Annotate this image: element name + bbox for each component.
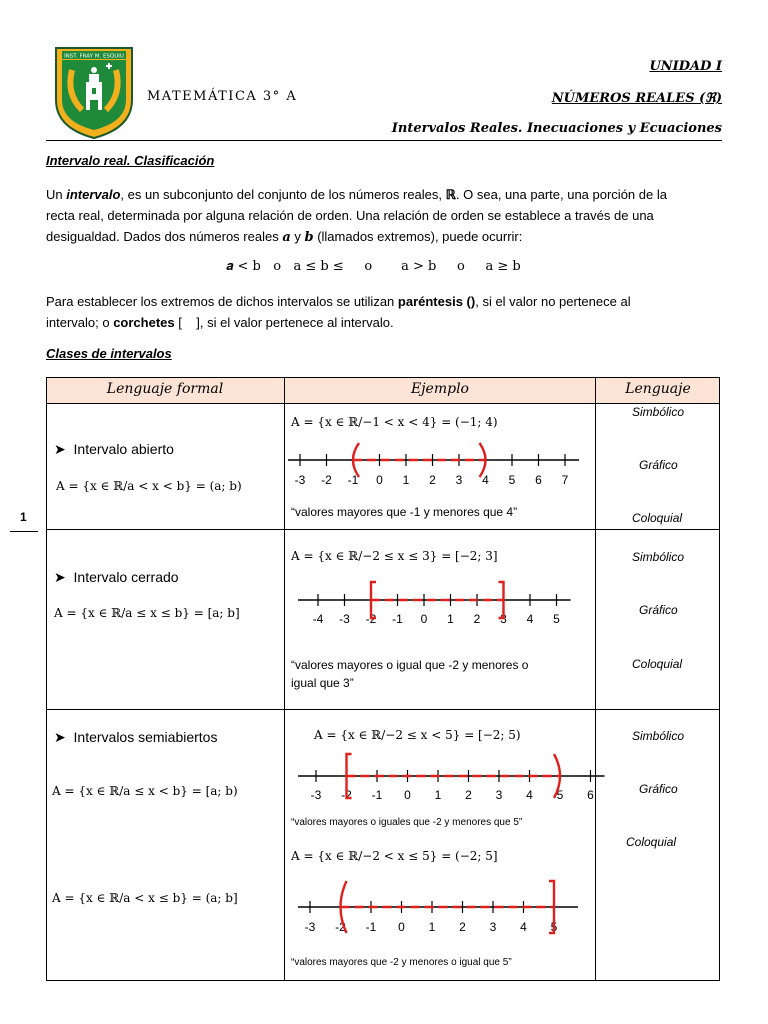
tick-label: -3 <box>294 473 306 487</box>
tick-label: 1 <box>428 920 436 934</box>
tick-label: -1 <box>392 612 403 626</box>
school-crest <box>52 44 136 140</box>
number-line-open <box>286 438 594 492</box>
course-name: MATEMÁTICA 3° A <box>147 89 298 104</box>
label-colloquial-2: Coloquial <box>632 657 683 671</box>
tick-label: 2 <box>473 612 481 626</box>
svg-text:INST. FRAY M. ESQUIU: INST. FRAY M. ESQUIU <box>64 53 124 60</box>
tick-label: -4 <box>312 612 324 626</box>
table-header-language: Lenguaje <box>625 381 691 397</box>
colloquial-open: “valores mayores que -1 y menores que 4” <box>291 505 518 519</box>
tick-label: 3 <box>500 612 507 626</box>
formal-half-open-right: A = {x ∈ ℝ/a < x ≤ b} = (a; b] <box>52 891 238 905</box>
tick-label: -2 <box>365 612 377 626</box>
tick-label: -1 <box>365 920 377 934</box>
tick-label: -3 <box>339 612 350 626</box>
tick-label: 5 <box>550 920 558 934</box>
header-rule <box>46 140 722 141</box>
example-open: A = {x ∈ ℝ/−1 < x < 4} = (−1; 4) <box>291 415 498 429</box>
tick-label: 2 <box>465 788 472 802</box>
tick-label: -3 <box>304 920 316 934</box>
interval-type-half-open: ➤ Intervalos semiabiertos <box>54 729 218 745</box>
unit-title: NÚMEROS REALES (ℜ) <box>551 91 722 106</box>
tick-label: 4 <box>520 920 527 934</box>
tick-label: 0 <box>404 788 411 802</box>
tick-label: 3 <box>495 788 503 802</box>
label-graphic-1: Gráfico <box>639 458 678 472</box>
formal-open: A = {x ∈ ℝ/a < x < b} = (a; b) <box>56 479 242 493</box>
tick-label: 4 <box>482 473 489 487</box>
example-half-open-right: A = {x ∈ ℝ/−2 < x ≤ 5} = (−2; 5] <box>291 849 498 863</box>
page-number-rule <box>10 531 38 532</box>
paragraph-extremes: Para establecer los extremos de dichos intervalos se utilizan paréntesis (), si el valor no pertenece al intervalo; o corchetes [ ], si el valor pertenece al intervalo. <box>46 294 631 330</box>
paragraph-definition: Un intervalo, es un subconjunto del conjunto de los números reales, ℝ. O sea, una parte, una porción de la recta real, determinada por alguna relación de orden. Una relación de orden se establece a través de una desigualdad. Dados dos números reales a y b (llamados extremos), puede ocurrir: <box>46 187 667 245</box>
section-heading-clases: Clases de intervalos <box>46 346 172 361</box>
number-line-half-open-left <box>296 748 594 806</box>
page-number: 1 <box>20 510 27 524</box>
tick-label: -2 <box>335 920 346 934</box>
label-symbolic-2: Simbólico <box>632 550 685 564</box>
formal-closed: A = {x ∈ ℝ/a ≤ x ≤ b} = [a; b] <box>54 606 240 620</box>
tick-label: 5 <box>553 612 560 626</box>
label-graphic-3: Gráfico <box>639 782 678 796</box>
tick-label: 0 <box>420 612 428 626</box>
label-symbolic-1: Simbólico <box>632 405 685 419</box>
tick-label: 3 <box>489 920 497 934</box>
interval-type-closed: ➤ Intervalo cerrado <box>54 569 179 585</box>
label-graphic-2: Gráfico <box>639 603 678 617</box>
interval-type-open: ➤ Intervalo abierto <box>54 441 174 457</box>
colloquial-half-open-left: “valores mayores o iguales que -2 y menores que 5” <box>291 817 523 828</box>
tick-label: 6 <box>587 788 594 802</box>
tick-label: 1 <box>434 788 442 802</box>
tick-label: -1 <box>371 788 383 802</box>
label-colloquial-1: Coloquial <box>632 511 683 525</box>
formal-half-open-left: A = {x ∈ ℝ/a ≤ x < b} = [a; b) <box>52 784 238 798</box>
label-colloquial-3: Coloquial <box>626 835 677 849</box>
tick-label: 0 <box>376 473 383 487</box>
tick-label: 1 <box>402 473 410 487</box>
table-header-example: Ejemplo <box>411 381 469 397</box>
unit-subtitle: Intervalos Reales. Inecuaciones y Ecuaciones <box>391 121 722 136</box>
tick-label: -1 <box>347 473 359 487</box>
tick-label: -2 <box>341 788 352 802</box>
number-line-closed <box>296 580 586 628</box>
tick-label: 3 <box>455 473 463 487</box>
tick-label: 7 <box>561 473 569 487</box>
tick-label: 5 <box>556 788 564 802</box>
tick-label: 2 <box>459 920 466 934</box>
colloquial-half-open-right: “valores mayores que -2 y menores o igual que 5” <box>291 957 512 968</box>
tick-label: 6 <box>535 473 542 487</box>
tick-label: 4 <box>526 788 533 802</box>
table-header-formal: Lenguaje formal <box>106 381 224 397</box>
order-relations: 𝒂 < b o a ≤ b ≤ o a > b o a ≥ b <box>226 259 521 274</box>
colloquial-closed: “valores mayores o igual que -2 y menores o igual que 3” <box>291 658 529 690</box>
section-heading-intervalo: Intervalo real. Clasificación <box>46 153 215 168</box>
tick-label: 2 <box>429 473 436 487</box>
tick-label: 4 <box>526 612 534 626</box>
unit-number: UNIDAD I <box>649 59 722 74</box>
tick-label: -2 <box>321 473 332 487</box>
label-symbolic-3: Simbólico <box>632 729 685 743</box>
tick-label: 1 <box>447 612 454 626</box>
tick-label: 5 <box>508 473 516 487</box>
example-half-open-left: A = {x ∈ ℝ/−2 ≤ x < 5} = [−2; 5) <box>314 728 521 742</box>
tick-label: -3 <box>310 788 322 802</box>
tick-label: 0 <box>398 920 405 934</box>
example-closed: A = {x ∈ ℝ/−2 ≤ x ≤ 3} = [−2; 3] <box>291 549 498 563</box>
number-line-half-open-right <box>296 874 576 940</box>
